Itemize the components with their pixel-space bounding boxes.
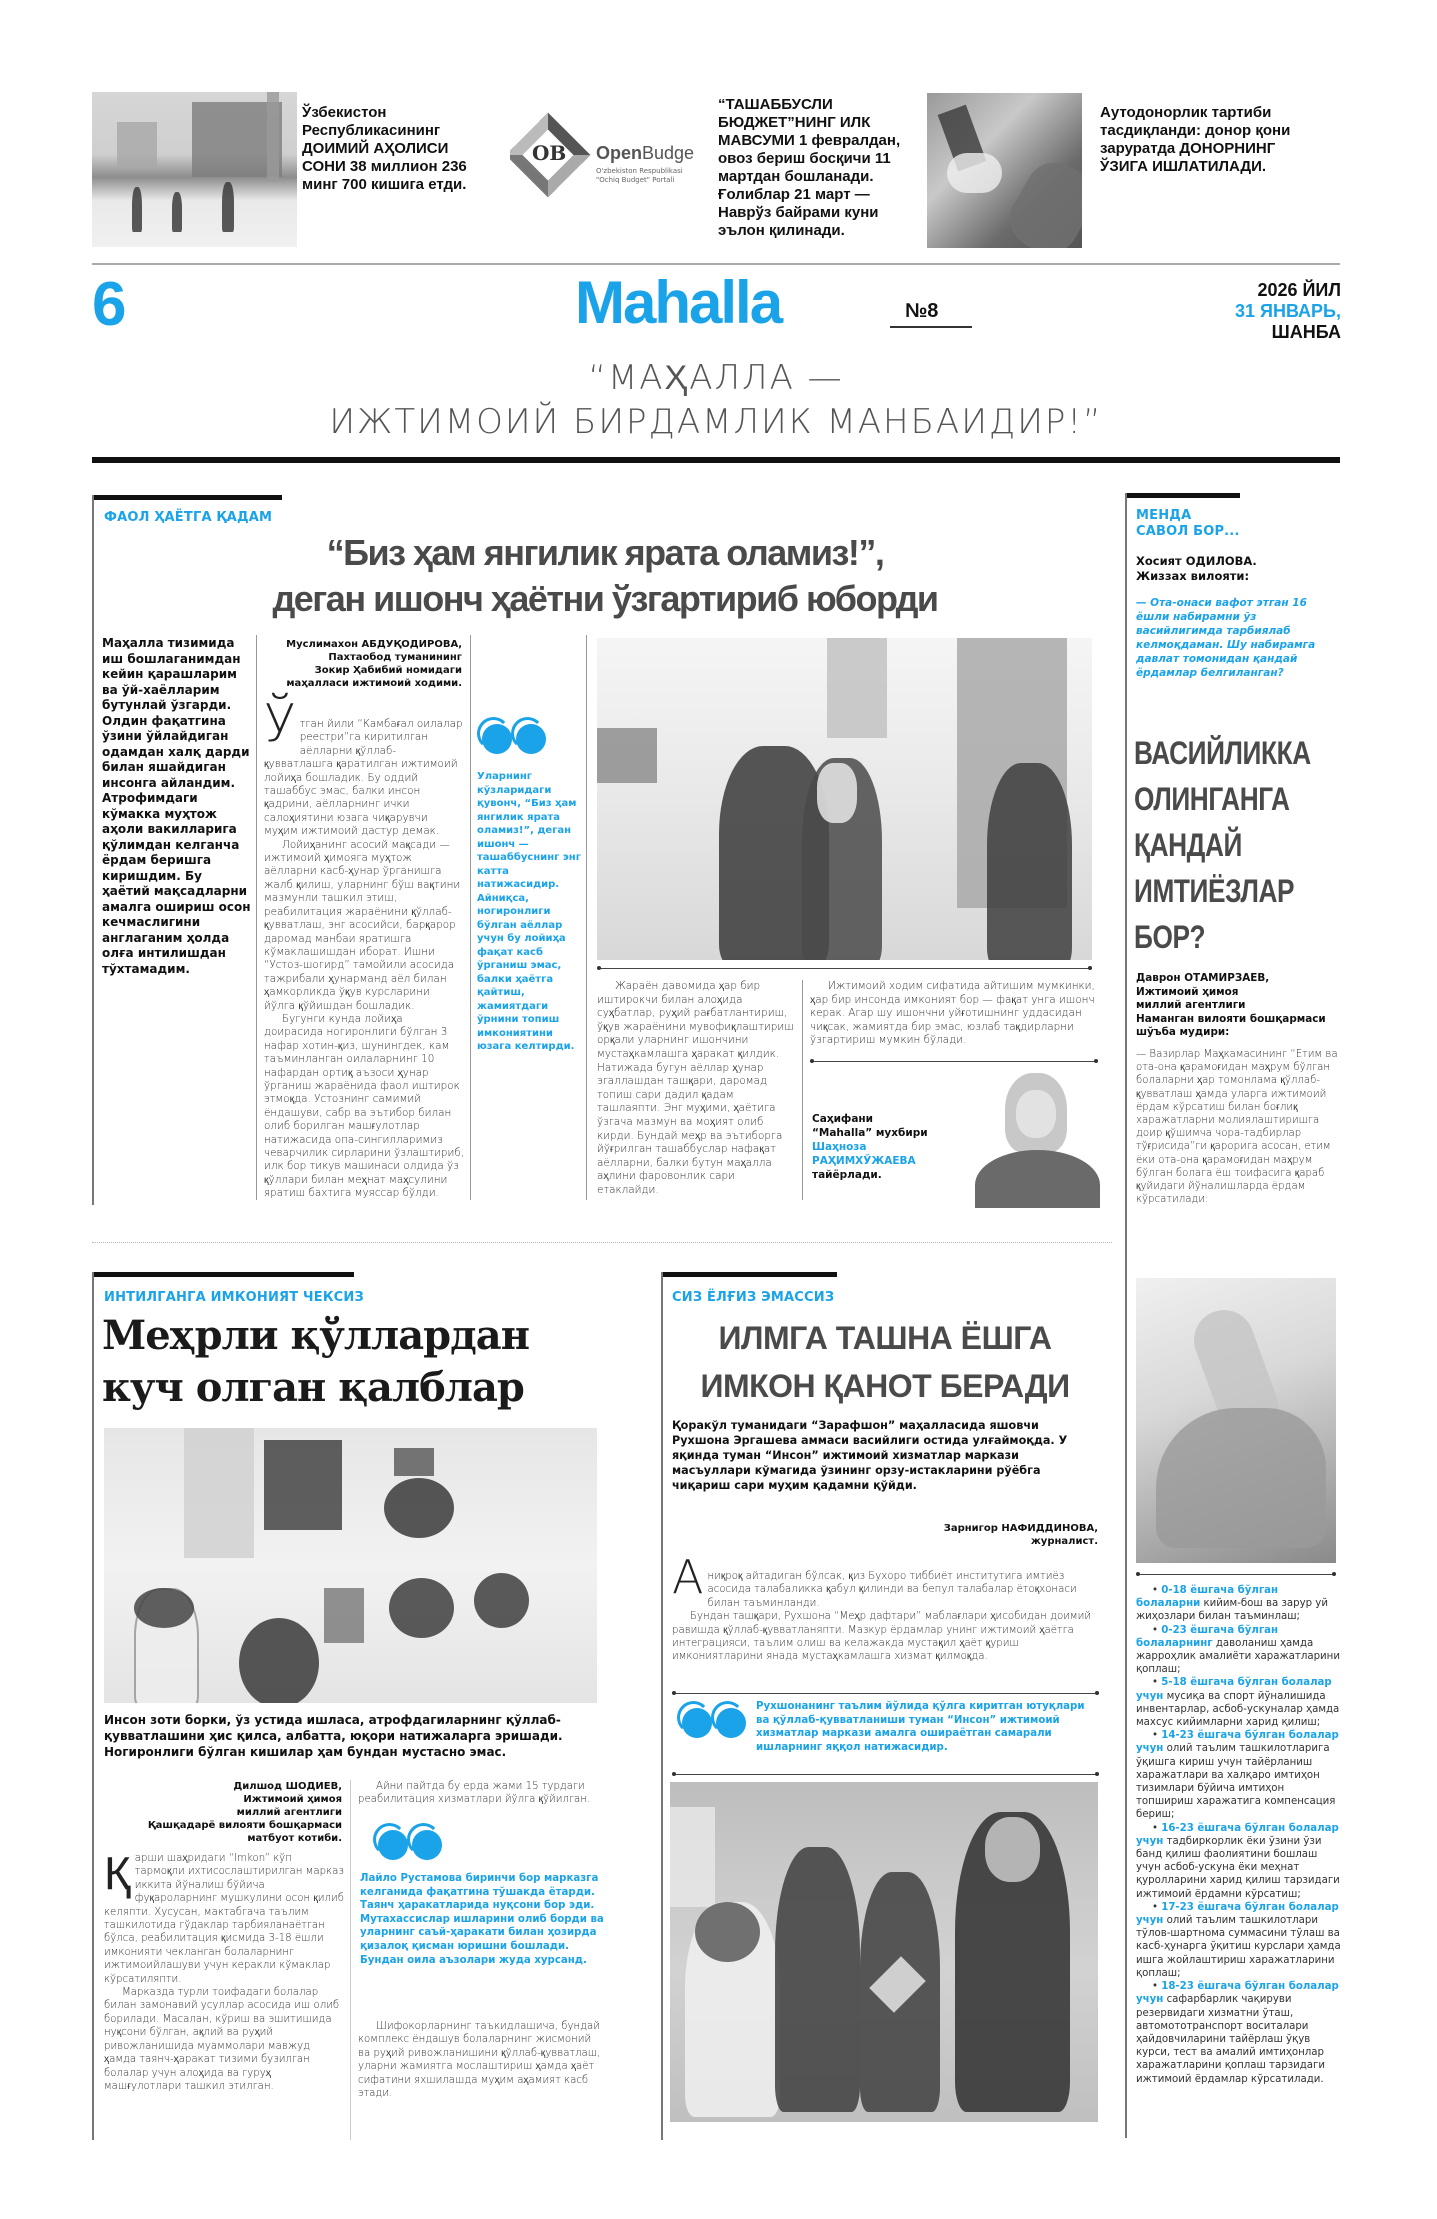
article3-topbar	[661, 1272, 837, 1277]
credit-line1: Саҳифани	[812, 1113, 874, 1125]
logo-sub2: "Ochiq Budget" Portali	[596, 176, 675, 184]
sidebar-answer-text: — Вазирлар Маҳкамасининг “Етим ва ота-она қарамоғидан маҳрум бўлган болаларни ҳар томонлама қўллаб-қувватлаш ҳамда уларга ижтимоий ёрдам кўрсатиш билан боғлиқ харажатларни молиялаштиришга доир қўшимча чора-тадбирлар тўғрисида”ги қарорига асосан, етим ёки ота-она қарамоғидан маҳрум бўлган болага ёш тоифасига қараб қуйидаги йўналишларда ёрдам кўрсатилади:	[1136, 1049, 1338, 1206]
article3-kicker: СИЗ ЁЛҒИЗ ЭМАССИЗ	[672, 1290, 835, 1305]
logo-sub1: O'zbekiston Respublikasi	[596, 167, 683, 175]
article1-body-col4	[597, 980, 797, 1198]
article3-p1: ниқроқ айтадиган бўлсак, қиз Бухоро тиббиёт институтига имтиёз асосида талабаликка қабул қилинди ва бепул талабалар ётоқхонаси билан таъминланди.	[707, 1571, 1077, 1609]
article3-quote-icon	[682, 1708, 746, 1738]
article2-kicker: ИНТИЛГАНГА ИМКОНИЯТ ЧЕКСИЗ	[104, 1290, 364, 1305]
article2-pullquote: Лайло Рустамова биринчи бор марказга келганида фақатгина тўшакда ётарди. Таянч ҳаракатларида нуқсони бор эди. Мутахассислар ишларини олиб борди ва уларнинг саъй-ҳаракати билан ҳозирда қизалоқ қисман юришни бошлади. Бундан оила аъзолари жуда хурсанд.	[360, 1873, 604, 1966]
page-number: 6	[92, 270, 127, 339]
article1-lead: Маҳалла тизимида иш бошлаганимдан кейин қарашларим ва ўй-хаёлларим бутунлай ўзгарди. Олдин фақатгина ўзини ўйлайдиган одамдан халқ дарди билан яшайдиган инсонга айландим. Атрофимдаги кўмакка муҳтож аҳоли вакилларига қўлимдан келганча ёрдам беришга киришдим. Бу ҳаётий мақсадларни амалга ошириш осон кечмаслигини англаганим ҳолда олға интилишдан тўхтамадим.	[102, 636, 251, 976]
article2-p1: арши шаҳридаги “Imkon” кўп тармоқли ихтисослаштирилган марказ иккита йўналиш бўйича фуқароларнинг мушкулини осон қилиб келяпти. Хусусан, мактабгача таълим ташкилотида гўдаклар тарбияланаётган бўлса, реабилитация қисмида 3-18 ёшли имконияти чекланган болаларнинг ижтимоийлашуви учун керакли кўмаклар кўрсатиляпти.	[104, 1853, 344, 1985]
reporter-portrait	[975, 1068, 1100, 1208]
article2-dropcap: Қ	[104, 1846, 131, 1900]
article3-headline-line2: ИМКОН ҚАНОТ БЕРАДИ	[700, 1368, 1070, 1404]
article1-headline	[100, 530, 1110, 622]
teaser-donor-text[interactable]: Аутодонорлик тартиби тасдиқланди: донор қони заруратда ДОНОРНИНГ ЎЗИГА ИШЛАТИЛАДИ.	[1100, 104, 1291, 175]
issue-underline	[890, 326, 972, 328]
teaser-budget-text[interactable]: “ТАШАББУСЛИ БЮДЖЕТ”НИНГ ИЛК МАВСУМИ 1 февралдан, овоз бериш босқичи 11 мартдан бошланади. Ғолиблар 21 март — Наврўз байрами куни эълон қилинади.	[718, 96, 901, 239]
article2-quote-icon	[378, 1830, 442, 1860]
bullet-item: • 16-23 ёшгача бўлган болалар учун тадбиркорлик ёки ўзини ўзи банд қилиш фаолиятини бошлаш учун асбоб-ускуна ёки меҳнат қуролларини харид қилиш тарзидаги ижтимоий ёрдамни кўрсатиш;	[1136, 1822, 1340, 1900]
article3-quote-rule-top	[672, 1693, 1099, 1694]
credit-line2: “Mahalla” мухбири	[812, 1127, 928, 1139]
article1-photo-women	[597, 638, 1092, 960]
sidebar-asker: Хосият ОДИЛОВА. Жиззах вилояти:	[1136, 554, 1257, 583]
article1-credit	[812, 1112, 962, 1182]
article2-col-rule	[350, 1780, 351, 2140]
sidebar-headline-4: ИМТИЁЗЛАР	[1134, 873, 1295, 909]
article1-p5: Ижтимоий ходим сифатида айтишим мумкинки, ҳар бир инсонда имконият бор — фақат унга ишонч керак. Агар шу ишончни уйғотишнинг уддасидан чиқсак, жамиятда бир эмас, юзлаб тақдирларни ўзгартириш мумкин бўлади.	[810, 980, 1095, 1047]
article3-lead: Қоракўл туманидаги “Зарафшон” маҳалласида яшовчи Рухшона Эргашева аммаси васийлиги остида улғаймоқда. У яқинда туман “Инсон” ижтимоий хизматлар маркази масъуллари кўмагида ўзининг орзу-истакларини рўёбга чиқариш сари муҳим қадамни қўйди.	[672, 1419, 1068, 1492]
sidebar-hands-photo	[1136, 1278, 1336, 1563]
article2-body-col1	[104, 1846, 344, 2093]
sidebar-topbar	[1125, 493, 1240, 498]
article2-headline-line2: куч олган қалблар	[102, 1364, 524, 1411]
article2-lead: Инсон зоти борки, ўз устида ишласа, атрофдагиларнинг қўллаб-қувватлашини ҳис қилса, албатта, юқори натижаларга эришади. Ногиронлиги бўлган кишилар ҳам бундан мустасно эмас.	[104, 1713, 563, 1759]
article1-col-rule3	[586, 635, 587, 1200]
section-dotted-divider	[92, 1242, 1112, 1243]
teaser-registan-photo	[92, 92, 297, 247]
article1-topbar	[92, 495, 282, 500]
bullet-bold: 0-18 ёшгача бўлган болаларни	[1136, 1585, 1279, 1610]
article1-quote-icon	[482, 724, 546, 754]
bullet-bold: 18-23 ёшгача бўлган болалар учун	[1136, 1981, 1339, 2006]
sidebar-headline	[1134, 730, 1311, 960]
bullet-item: • 5-18 ёшгача бўлган болалар учун мусиқа ва спорт йўналишида инвентарлар, асбоб-ускуналар ҳамда махсус кийимларни харид қилиш;	[1136, 1677, 1340, 1729]
bullet-text: кийим-бош ва зарур уй жиҳозлари билан таъминлаш;	[1136, 1598, 1328, 1623]
article1-col-rule1	[256, 635, 257, 1200]
top-divider	[92, 263, 1340, 265]
article3-photo-family	[670, 1782, 1098, 2122]
credit-name2: РАҲИМХЎЖАЕВА	[812, 1155, 916, 1167]
date-weekday: ШАНБА	[1271, 322, 1341, 342]
bullet-bold: 17-23 ёшгача бўлган болалар учун	[1136, 1901, 1339, 1927]
bullet-item: • 18-23 ёшгача бўлган болалар учун сафарбарлик чақируви резервидаги хизматни ўташ, автомототранспорт воситалари ҳайдовчиларини тайёрлаш ўқув курси, тест ва амалий имтиҳонлар харажатларини қоплаш тарзидаги ижтимоий ёрдамлар кўрсатилади.	[1136, 1981, 1339, 2085]
article2-author: Дилшод ШОДИЕВ, Ижтимоий ҳимоя миллий агентлиги Қашқадарё вилояти бошқармаси матбуот котиби.	[147, 1781, 342, 1844]
article1-p4: Жараён давомида ҳар бир иштирокчи билан алоҳида суҳбатлар, руҳий рағбатлантириш, ўқув жараёнини мувофиқлаштириш орқали уларнинг ишончини мустаҳкамлашга ҳаракат қилдик. Натижада бугун аёллар ҳунар эгаллашдан ташқари, даромад топиш сари дадил қадам ташлаяпти. Энг муҳими, ҳаётига ўзгача мазмун ва моҳият олиб кирди. Бундай меҳр ва эътиборга йўғрилган ташаббуслар нафақат аёлларни, балки бутун маҳалла аҳлини фаровонлик сари етаклайди.	[597, 980, 794, 1196]
sidebar-headline-3: ҚАНДАЙ	[1134, 827, 1242, 863]
sidebar-bullets	[1136, 1584, 1341, 2086]
article3-author: Зарнигор НАФИДДИНОВА, журналист.	[943, 1523, 1098, 1547]
article2-photo-children	[104, 1428, 597, 1703]
logo-budget: Budge	[642, 143, 695, 163]
bullet-item: • 17-23 ёшгача бўлган болалар учун олий таълим ташкилотлари тўлов-шартнома суммасини тўлаш ва касб-ҳунарга ўқитиш курслари ҳамда ишга жойлаштириш харажатларини қоплаш;	[1136, 1901, 1341, 1979]
masthead-rule	[92, 457, 1340, 463]
article1-credit-rule	[810, 1061, 1098, 1062]
bullet-bold: 0-23 ёшгача бўлган болаларнинг	[1136, 1624, 1279, 1649]
article1-pullquote: Уларнинг кўзларидаги қувонч, “Биз ҳам янгилик ярата оламиз!”, деган ишонч — ташаббуснинг энг катта натижасидир. Айниқса, ногиронлиги бўлган аёллар учун бу лойиҳа фақат касб ўрганиш эмас, балки ҳаётга қайтиш, жамиятдаги ўрнини топиш имкониятини юзага келтирди.	[477, 771, 581, 1052]
article1-body-col2	[264, 694, 465, 1201]
bullet-item: • 0-18 ёшгача бўлган болаларни кийим-бош ва зарур уй жиҳозлари билан таъминлаш;	[1136, 1585, 1328, 1623]
sidebar-question: — Ота-онаси вафот этган 16 ёшли набирамни ўз васийлигимда тарбиялаб келмоқдаман. Шу набирамга давлат томонидан қандай ёрдамлар белгиланган?	[1136, 597, 1316, 679]
article1-photo-rule	[597, 968, 1092, 969]
article1-headline-line1: “Биз ҳам янгилик ярата оламиз!”,	[326, 532, 884, 573]
article1-p2: Лойиҳанинг асосий мақсади — ижтимоий ҳимояга муҳтож аёлларни касб-ҳунар ўрганишга жалб қилиш, уларнинг бўш вақтини мазмунли ташкил этиш, реабилитация жараёнини қўллаб-қувватлаш, энг асосийси, барқарор даромад манбаи яратишга кўмаклашишдан иборат. Ишни “Устоз-шогирд” тамойили асосида тажрибали ҳунарманд аёл билан ҳамкорликда ўқув курсларини йўлга қўйишдан бошладик.	[264, 838, 461, 1012]
sidebar-kicker	[1136, 508, 1240, 540]
logo-open: Open	[596, 143, 643, 163]
article1-headline-line2: деган ишонч ҳаётни ўзгартириб юборди	[272, 578, 938, 619]
credit-name1: Шаҳноза	[812, 1141, 867, 1153]
sidebar-headline-2: ОЛИНГАНГА	[1134, 781, 1290, 817]
slogan-line1: “МАҲАЛЛА —	[588, 358, 844, 398]
bullet-text: олий таълим ташкилотларига ўқишга кириш учун тайёрланиш харажатлари ва халқаро имтиҳон тизимлари бўйича имтиҳон топшириш харажатига компенсация бериш;	[1136, 1743, 1336, 1821]
article3-headline-line1: ИЛМГА ТАШНА ЁШГА	[718, 1320, 1052, 1356]
article2-body-col3	[358, 2020, 603, 2100]
open-budget-logo: ОВ OpenBudge O'zbekiston Respublikasi "Ochiq Budget" Portali	[510, 105, 705, 235]
date-day: 31 ЯНВАРЬ,	[1234, 301, 1341, 321]
sidebar-headline-1: ВАСИЙЛИККА	[1134, 735, 1311, 771]
article3-left-rule	[661, 1272, 663, 2140]
bullet-bold: 14-23 ёшгача бўлган болалар учун	[1136, 1730, 1339, 1755]
article3-body	[672, 1550, 1100, 1664]
teaser-blood-photo	[927, 93, 1082, 248]
sidebar-left-rule	[1125, 493, 1127, 2138]
bullet-bold: 5-18 ёшгача бўлган болалар учун	[1136, 1677, 1332, 1702]
article2-p2: Марказда турли тоифадаги болалар билан замонавий усуллар асосида иш олиб борилади. Масалан, кўриш ва эшитишида нуқсони бўлган, ақлий ва руҳий ривожланишида муаммолари мавжуд ҳамда таянч-ҳаракат тизими бузилган болалар учун алоҳида ва гуруҳ машғулотлари ташкил этилган.	[104, 1987, 340, 2092]
article2-p4: Шифокорларнинг таъкидлашича, бундай комплекс ёндашув болаларнинг жисмоний ва руҳий ривожланишини қўллаб-қувватлаш, уларни жамиятга мослаштириш ҳамда ҳаёт сифатини яхшилашда муҳим аҳамият касб этади.	[358, 2021, 601, 2100]
article3-headline	[665, 1314, 1105, 1410]
sidebar-kicker-line2: САВОЛ БОР...	[1136, 524, 1240, 539]
bullet-text: сафарбарлик чақируви резервидаги хизматни ўташ, автомототранспорт воситалари ҳайдовчиларини тайёрлаш ўқув курси, тест ва амалий имтиҳонлар харажатларини қоплаш тарзидаги ижтимоий ёрдамлар кўрсатилади.	[1136, 1994, 1326, 2085]
article1-body-col5	[810, 980, 1098, 1048]
article1-kicker: ФАОЛ ҲАЁТГА ҚАДАМ	[104, 510, 273, 525]
article2-left-rule	[92, 1272, 94, 2140]
article1-p1: тган йили “Камбағал оилалар реестри”га киритилган аёлларни қўллаб-қувватлашга қаратилган ижтимоий лойиҳа бошладик. Бу оддий ташаббус эмас, балки инсон қадрини, аёлларнинг ички салоҳиятини юзага чиқарувчи муҳим ижтимоий дастур демак.	[264, 718, 463, 838]
issue-number: №8	[905, 300, 939, 322]
mahalla-logo[interactable]: Mahalla	[575, 269, 782, 336]
bullet-text: тадбиркорлик ёки ўзини ўзи банд қилиш фаолиятини бошлаш учун асбоб-ускуна ёки меҳнат қуролларини харид қилиш тарзидаги ижтимоий ёрдамни кўрсатиш;	[1136, 1835, 1340, 1900]
sidebar-expert: Даврон ОТАМИРЗАЕВ, Ижтимоий ҳимоя миллий агентлиги Наманган вилояти бошқармаси шўъба мудири:	[1136, 972, 1326, 1039]
bullet-text: даволаниш ҳамда жарроҳлик амалиёти харажатларини қоплаш;	[1136, 1637, 1340, 1676]
article1-col-rule2	[470, 635, 471, 1200]
bullet-text: мусиқа ва спорт йўналишида инвентарлар, асбоб-ускуналар ҳамда махсус кийимларни харид қилиш;	[1136, 1690, 1340, 1729]
article3-pullquote: Рухшонанинг таълим йўлида қўлга киритган ютуқлари ва қўллаб-қувватланиши туман “Инсон” ижтимоий хизматлар маркази амалга ошираётган самарали ишларнинг яққол натижасидир.	[756, 1701, 1085, 1753]
article2-headline	[102, 1310, 642, 1414]
sidebar-answer	[1136, 1048, 1341, 1206]
date-block	[1235, 280, 1341, 343]
article3-dropcap: А	[672, 1550, 704, 1604]
article2-p3: Айни пайтда бу ерда жами 15 турдаги реабилитация хизматлари йўлга қўйилган.	[358, 1781, 591, 1806]
bullet-bold: 16-23 ёшгача бўлган болалар учун	[1136, 1822, 1339, 1847]
article3-p2: Бундан ташқари, Рухшона “Меҳр дафтари” маблағлари ҳисобидан доимий равишда қўллаб-қувватланяпти. Мазкур ёрдамлар унинг ижтимоий ҳаётга интеграцияси, таълим олиш ва келажакда мустақил ҳаёт қуриш имкониятларини янада мустаҳкамлашга хизмат қилмоқда.	[672, 1611, 1092, 1663]
article1-left-rule	[92, 495, 94, 1205]
bullet-item: • 0-23 ёшгача бўлган болаларнинг даволаниш ҳамда жарроҳлик амалиёти харажатларини қоплаш;	[1136, 1624, 1340, 1676]
slogan-line2: ИЖТИМОИЙ БИРДАМЛИК МАНБАИДИР!”	[329, 402, 1103, 442]
sidebar-headline-5: БОР?	[1134, 919, 1206, 955]
article1-dropcap: Ў	[264, 694, 296, 754]
article2-headline-line1: Меҳрли қўллардан	[102, 1312, 529, 1359]
date-year: 2026 ЙИЛ	[1257, 280, 1341, 300]
credit-line3: тайёрлади.	[812, 1169, 882, 1181]
sidebar-photo-rule	[1136, 1574, 1336, 1575]
bullet-text: олий таълим ташкилотлари тўлов-шартнома суммасини тўлаш ва касб-ҳунарга ўқитиш курслари ҳамда ишга жойлаштириш харажатларини қоплаш;	[1136, 1915, 1341, 1979]
article1-author: Муслимахон АБДУҚОДИРОВА, Пахтаобод туманининг Зокир Ҳабибий номидаги маҳалласи ижтимоий ходими.	[286, 639, 462, 689]
article2-body-col2	[358, 1780, 603, 1807]
bullet-item: • 14-23 ёшгача бўлган болалар учун олий таълим ташкилотларига ўқишга кириш учун тайёрланиш харажатлари ва халқаро имтиҳон тизимлари бўйича имтиҳон топшириш харажатига компенсация бериш;	[1136, 1730, 1339, 1821]
teaser-population-text[interactable]: Ўзбекистон Республикасининг ДОИМИЙ АҲОЛИСИ СОНИ 38 миллион 236 минг 700 кишига етди.	[302, 104, 467, 193]
slogan	[92, 356, 1340, 444]
article2-topbar	[92, 1272, 354, 1277]
article1-col-rule4	[802, 980, 803, 1200]
sidebar-kicker-line1: МЕНДА	[1136, 508, 1192, 523]
article1-p3: Бугунги кунда лойиҳа доирасида ногиронлиги бўлган 3 нафар хотин-қиз, шунингдек, кам таъминланган оилаларнинг 10 нафардан ортиқ аъзоси ҳунар ўрганиш жараёнида фаол иштирок этмоқда. Устознинг самимий ёндашуви, сабр ва эътибор билан олиб борилган машғулотлар натижасида опа-сингилларимиз чеварчилик сирларини ўзлаштириб, илк бор тикув машинаси олдида ўз қўллари билан меҳнат маҳсулини яратиш бахтига муяссар бўлди.	[264, 1012, 465, 1200]
article3-quote-rule-bottom	[672, 1774, 1099, 1775]
